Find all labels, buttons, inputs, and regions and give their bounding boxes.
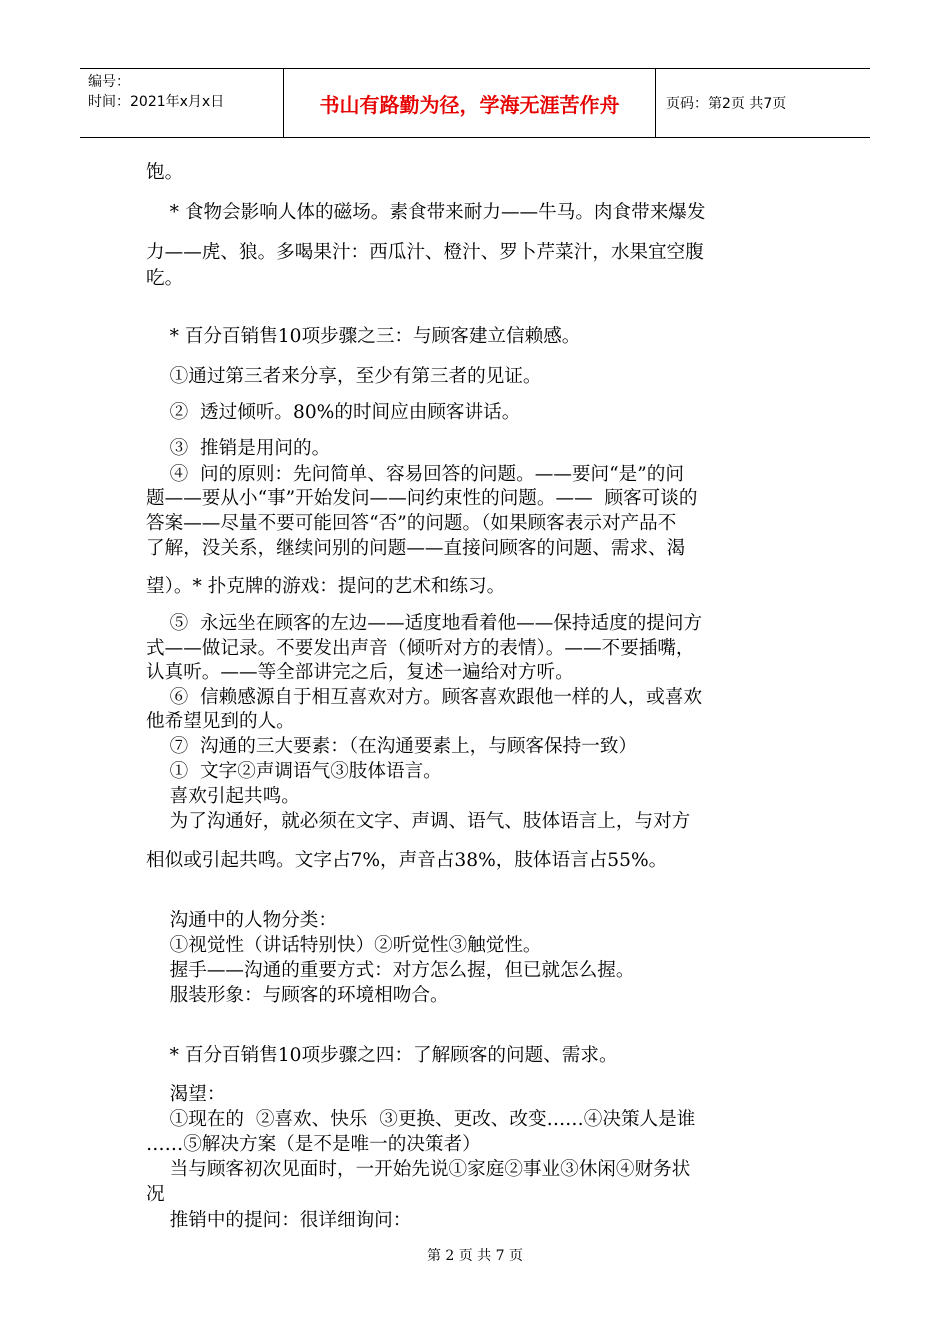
number-label: 编号：	[88, 74, 130, 90]
text-line: 当与顾客初次见面时，一开始先说①家庭②事业③休闲④财务状	[146, 1159, 691, 1180]
page-footer: 第 2 页 共 7 页	[426, 1248, 524, 1264]
text-line: 吃。	[146, 268, 184, 289]
text-line: ……⑤解决方案（是不是唯一的决策者）	[146, 1134, 481, 1155]
text-line: ①视觉性（讲话特别快）②听觉性③触觉性。	[146, 935, 542, 956]
text-line: ⑥ 信赖感源自于相互喜欢对方。顾客喜欢跟他一样的人，或喜欢	[146, 687, 703, 708]
header-meta	[80, 69, 283, 137]
text-line: 相似或引起共鸣。文字占7%，声音占38%，肢体语言占55%。	[146, 850, 668, 871]
text-line: 沟通中的人物分类：	[146, 910, 337, 931]
text-line: 答案——尽量不要可能回答“否”的问题。（如果顾客表示对产品不	[146, 513, 677, 534]
text-line: 况	[146, 1184, 165, 1205]
text-line: 渴望：	[146, 1084, 226, 1105]
text-line: * 百分百销售10项步骤之四：了解顾客的问题、需求。	[146, 1045, 618, 1066]
text-line: 服装形象：与顾客的环境相吻合。	[146, 985, 449, 1006]
text-line: ④ 问的原则：先问简单、容易回答的问题。——要问“是”的问	[146, 464, 684, 485]
text-line: ①通过第三者来分享，至少有第三者的见证。	[146, 366, 542, 387]
text-line: 握手——沟通的重要方式：对方怎么握，但已就怎么握。	[146, 960, 635, 981]
page-header	[80, 68, 870, 138]
text-line: * 食物会影响人体的磁场。素食带来耐力——牛马。肉食带来爆发	[146, 202, 706, 223]
text-line: ⑦ 沟通的三大要素：（在沟通要素上，与顾客保持一致）	[146, 736, 638, 757]
text-line: 喜欢引起共鸣。	[146, 786, 300, 807]
text-line: ⑤ 永远坐在顾客的左边——适度地看着他——保持适度的提问方	[146, 613, 703, 634]
text-line: 力——虎、狼。多喝果汁：西瓜汁、橙汁、罗卜芹菜汁，水果宜空腹	[146, 242, 704, 263]
text-line: 了解，没关系，继续问别的问题——直接问顾客的问题、需求、渴	[146, 538, 686, 559]
header-motto: 书山有路勤为径，学海无涯苦作舟	[283, 69, 656, 137]
text-line: 望）。* 扑克牌的游戏：提问的艺术和练习。	[146, 576, 506, 597]
text-line: ① 文字②声调语气③肢体语言。	[146, 761, 442, 782]
time-label: 时间：2021年x月x日	[88, 94, 225, 110]
text-line: ①现在的 ②喜欢、快乐 ③更换、更改、改变……④决策人是谁	[146, 1109, 696, 1130]
text-line: 为了沟通好，就必须在文字、声调、语气、肢体语言上，与对方	[146, 811, 691, 832]
text-line: * 百分百销售10项步骤之三：与顾客建立信赖感。	[146, 326, 581, 347]
text-line: 认真听。——等全部讲完之后，复述一遍给对方听。	[146, 662, 574, 683]
text-line: 饱。	[146, 162, 184, 183]
page-code: 页码：第2页 共7页	[666, 96, 787, 112]
text-line: ③ 推销是用问的。	[146, 438, 331, 459]
text-line: 式——做记录。不要发出声音（倾听对方的表情）。——不要插嘴，	[146, 638, 695, 659]
text-line: 推销中的提问：很详细询问：	[146, 1210, 412, 1231]
text-line: ② 透过倾听。80%的时间应由顾客讲话。	[146, 402, 521, 423]
text-line: 题——要从小“事”开始发问——问约束性的问题。—— 顾客可谈的	[146, 488, 698, 509]
text-line: 他希望见到的人。	[146, 711, 295, 732]
